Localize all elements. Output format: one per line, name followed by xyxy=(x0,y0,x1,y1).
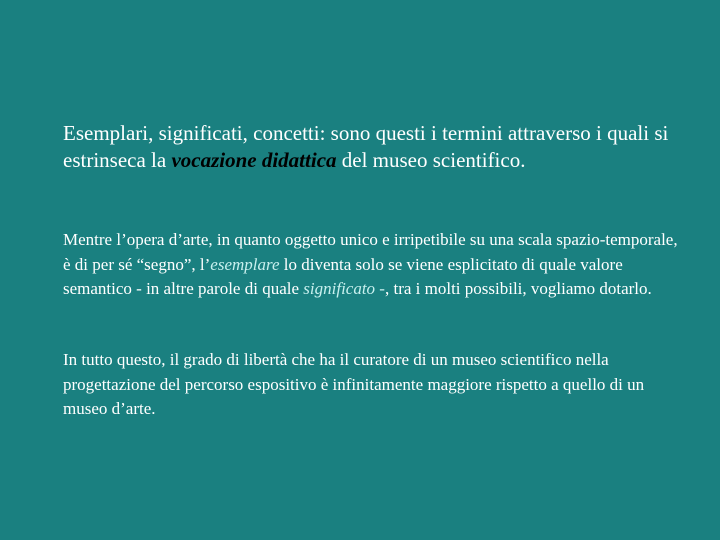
paragraph-curatore-text: In tutto questo, il grado di libertà che ha il curatore di un museo scientifico nella progettazione del percorso espositivo è infinitamente maggiore rispetto a quello di un museo d’arte. xyxy=(63,350,645,418)
paragraph-intro-text-2: del museo scientifico. xyxy=(336,148,526,172)
paragraph-opera-text-3: , tra i molti possibili, vogliamo dotarlo. xyxy=(384,279,652,298)
paragraph-intro xyxy=(63,120,683,174)
emphasis-esemplare: esemplare xyxy=(210,254,280,274)
paragraph-opera-arte xyxy=(63,228,683,302)
emphasis-significato: significato - xyxy=(303,279,385,298)
paragraph-curatore xyxy=(63,348,683,422)
paragraph-intro-text-1: Esemplari, significati, concetti: sono questi i termini attraverso i quali si estrinseca la xyxy=(63,121,669,172)
emphasis-vocazione-didattica: vocazione didattica xyxy=(171,148,337,172)
paragraph-opera-text-1: Mentre l’opera d’arte, in quanto oggetto unico e irripetibile su una scala spazio-temporale, è di per sé “segno”, l’ xyxy=(63,230,678,274)
paragraph-opera-text-2: lo diventa solo se viene esplicitato di quale valore semantico - in altre parole di quale xyxy=(63,254,623,298)
